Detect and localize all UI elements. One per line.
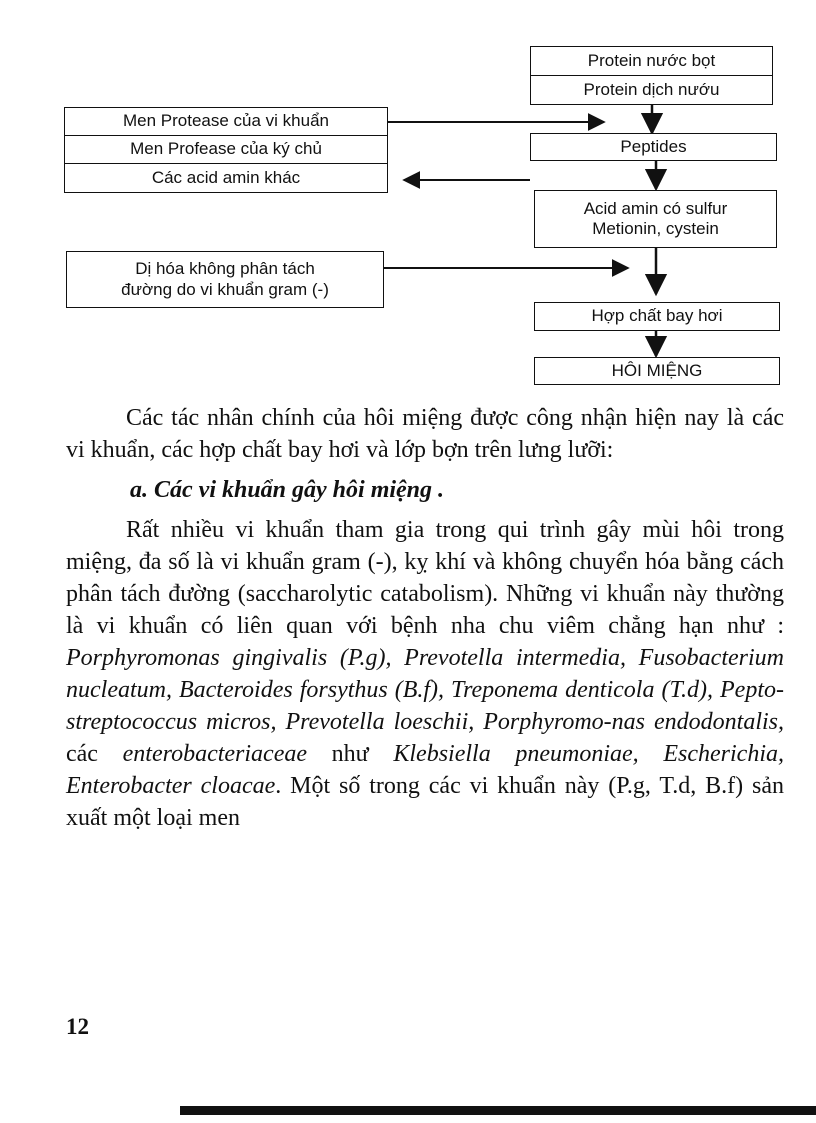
page-number: 12 [66,1014,89,1039]
bacteria-text-d: . Một số trong các vi khuẩn này (P.g, T.d, B.f) sản xuất một loại men [66,773,784,831]
page-bottom-edge [180,1106,816,1115]
protease-host-label: Men Profease của ký chủ [130,139,322,159]
bacteria-paragraph [66,514,784,834]
protein-gingival-label: Protein dịch nướu [583,79,720,99]
intro-paragraph: Các tác nhân chính của hôi miệng được công nhận hiện nay là các vi khuẩn, các hợp chất bay hơi và lớp bợn trên lưng lưỡi: [66,405,784,463]
bacteria-text-c: như [307,741,394,767]
sulfur-amino-acid-box [534,190,777,248]
bacteria-text-b: các [66,741,123,767]
protein-gingival-box [530,75,773,105]
sulfur-amino-acid-examples: Metionin, cystein [592,219,719,238]
catabolism-box [66,251,384,308]
enterobacter-species-list: Klebsiella pneumoniae, Escherichia, Enterobacter cloacae [66,741,784,799]
catabolism-label-2: đường do vi khuẩn gram (-) [121,279,329,299]
protease-host-box [64,135,388,164]
catabolism-label: Dị hóa không phân tách [135,259,315,279]
halitosis-label: HÔI MIỆNG [611,360,703,380]
halitosis-box [534,357,780,385]
protease-bacteria-label: Men Protease của vi khuẩn [122,111,329,131]
protein-saliva-label: Protein nước bọt [587,50,716,70]
other-amino-acids-label: Các acid amin khác [151,167,301,187]
protein-saliva-box [530,46,773,76]
peptides-label: Peptides [620,136,687,156]
sulfur-amino-acid-label: Acid amin có sulfur [583,198,728,218]
bacteria-species-list: Porphyromonas gingivalis (P.g), Prevotella intermedia, Fusobacterium nucleatum, Bacteroides forsythus (B.f), Treponema denticola (T.d), Pepto-streptococcus micros, Prevotella loeschii, Porphyromo-nas endodontalis, [66,645,784,735]
body-text [66,402,784,834]
peptides-box [530,133,777,161]
enterobacteriaceae-term: enterobacteriaceae [122,741,307,767]
section-heading: a. Các vi khuẩn gây hôi miệng . [130,477,445,503]
other-amino-acids-box [64,163,388,193]
protease-bacteria-box [64,107,388,136]
volatile-compounds-box [534,302,780,331]
volatile-compounds-label: Hợp chất bay hơi [591,306,723,326]
bacteria-text-a: Rất nhiều vi khuẩn tham gia trong qui trình gây mùi hôi trong miệng, đa số là vi khuẩn gram (-), kỵ khí và không chuyển hóa bằng cách phân tách đường (saccharolytic catabolism). Những vi khuẩn này thường là vi khuẩn có liên quan với bệnh nha chu viêm chẳng hạn như : [66,517,784,639]
